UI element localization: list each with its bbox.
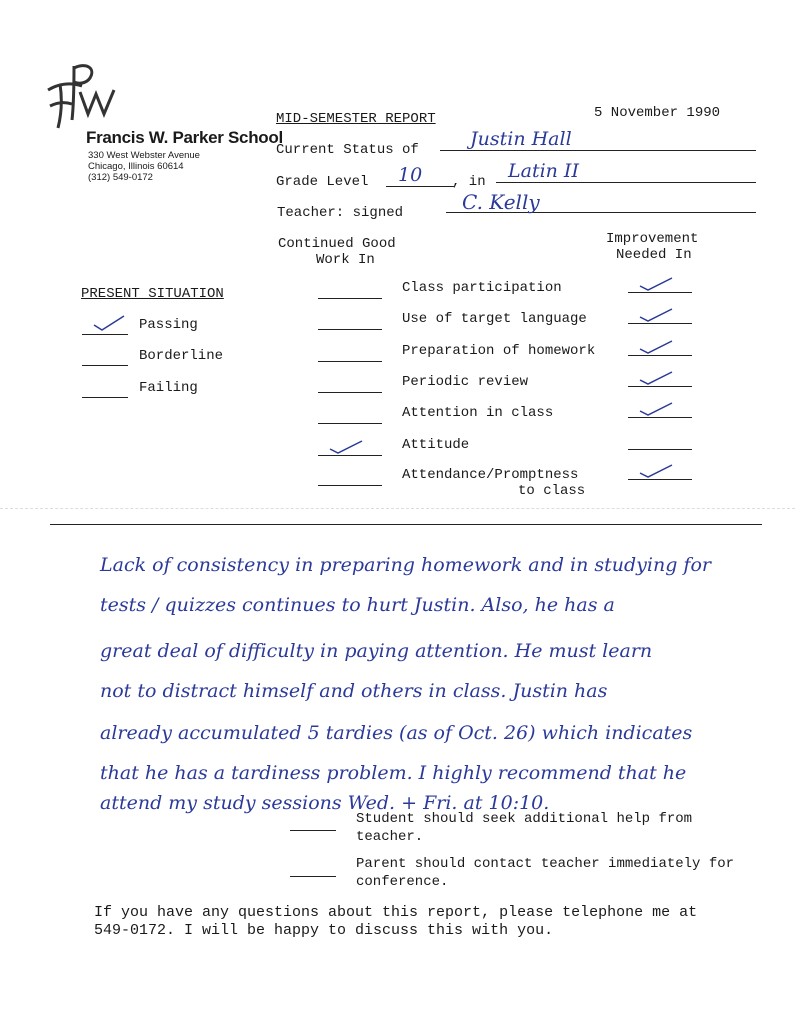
criterion-label: Attitude [402, 437, 470, 453]
situation-blank [82, 397, 128, 398]
good-work-blank [318, 423, 382, 424]
good-work-heading-1: Continued Good [278, 236, 396, 252]
footer-line-2: 549-0172. I will be happy to discuss this with you. [94, 922, 554, 939]
situation-blank [82, 334, 128, 335]
good-work-blank [318, 329, 382, 330]
recommendation-2-line-2: conference. [356, 874, 449, 890]
checkmark-icon [90, 315, 134, 331]
checkmark-icon [636, 463, 680, 479]
good-work-blank [318, 361, 382, 362]
comment-line-4: not to distract himself and others in class. Justin has [100, 680, 608, 702]
good-work-blank [318, 455, 382, 456]
criterion-label: Use of target language [402, 311, 587, 327]
good-work-blank [318, 298, 382, 299]
situation-blank [82, 365, 128, 366]
recommendation-1-line-2: teacher. [356, 829, 424, 845]
school-name: Francis W. Parker School [86, 128, 283, 147]
teacher-signature: C. Kelly [462, 190, 540, 214]
criterion-label: Periodic review [402, 374, 529, 390]
school-logo [40, 62, 122, 132]
improvement-blank [628, 479, 692, 480]
improvement-blank [628, 355, 692, 356]
recommendation-2-blank [290, 876, 336, 877]
criterion-label-2: to class [518, 483, 586, 499]
grade-level-label: Grade Level [276, 174, 369, 190]
situation-label: Failing [139, 380, 198, 396]
improvement-blank [628, 386, 692, 387]
recommendation-2-line-1: Parent should contact teacher immediately for [356, 856, 735, 872]
improvement-blank [628, 292, 692, 293]
student-line [440, 150, 756, 151]
improvement-blank [628, 449, 692, 450]
report-date: 5 November 1990 [594, 105, 721, 121]
situation-label: Passing [139, 317, 198, 333]
criterion-label: Class participation [402, 280, 562, 296]
criterion-label: Attention in class [402, 405, 554, 421]
school-address: 330 West Webster Avenue Chicago, Illinois 60614 (312) 549-0172 [88, 150, 200, 183]
comment-divider [50, 524, 762, 525]
student-name: Justin Hall [470, 128, 572, 150]
comment-line-2: tests / quizzes continues to hurt Justin. Also, he has a [100, 594, 615, 616]
checkmark-icon [636, 307, 680, 323]
good-work-heading-2: Work In [316, 252, 375, 268]
checkmark-icon [326, 439, 370, 455]
recommendation-1-line-1: Student should seek additional help from [356, 811, 693, 827]
comment-line-6: that he has a tardiness problem. I highly recommend that he [100, 762, 687, 784]
comment-line-3: great deal of difficulty in paying attention. He must learn [100, 640, 653, 662]
comment-line-1: Lack of consistency in preparing homework and in studying for [100, 554, 711, 576]
improvement-heading-1: Improvement [606, 231, 699, 247]
report-title: MID-SEMESTER REPORT [276, 111, 436, 127]
improvement-heading-2: Needed In [616, 247, 692, 263]
criterion-label: Attendance/Promptness [402, 467, 579, 483]
good-work-blank [318, 392, 382, 393]
checkmark-icon [636, 401, 680, 417]
recommendation-1-blank [290, 830, 336, 831]
in-label: , in [452, 174, 486, 190]
improvement-blank [628, 323, 692, 324]
perforation [0, 508, 795, 509]
checkmark-icon [636, 370, 680, 386]
good-work-blank [318, 485, 382, 486]
subject-line [496, 182, 756, 183]
subject-value: Latin II [508, 160, 579, 182]
grade-level-value: 10 [398, 164, 423, 186]
teacher-label: Teacher: signed [277, 205, 404, 221]
checkmark-icon [636, 339, 680, 355]
situation-label: Borderline [139, 348, 224, 364]
comment-line-5: already accumulated 5 tardies (as of Oct. 26) which indicates [100, 722, 693, 744]
criterion-label: Preparation of homework [402, 343, 596, 359]
comment-line-7: attend my study sessions Wed. + Fri. at 10:10. [100, 792, 550, 814]
checkmark-icon [636, 276, 680, 292]
footer-line-1: If you have any questions about this report, please telephone me at [94, 904, 698, 921]
improvement-blank [628, 417, 692, 418]
current-status-label: Current Status of [276, 142, 419, 158]
present-situation-heading: PRESENT SITUATION [81, 286, 224, 302]
grade-line [386, 186, 454, 187]
